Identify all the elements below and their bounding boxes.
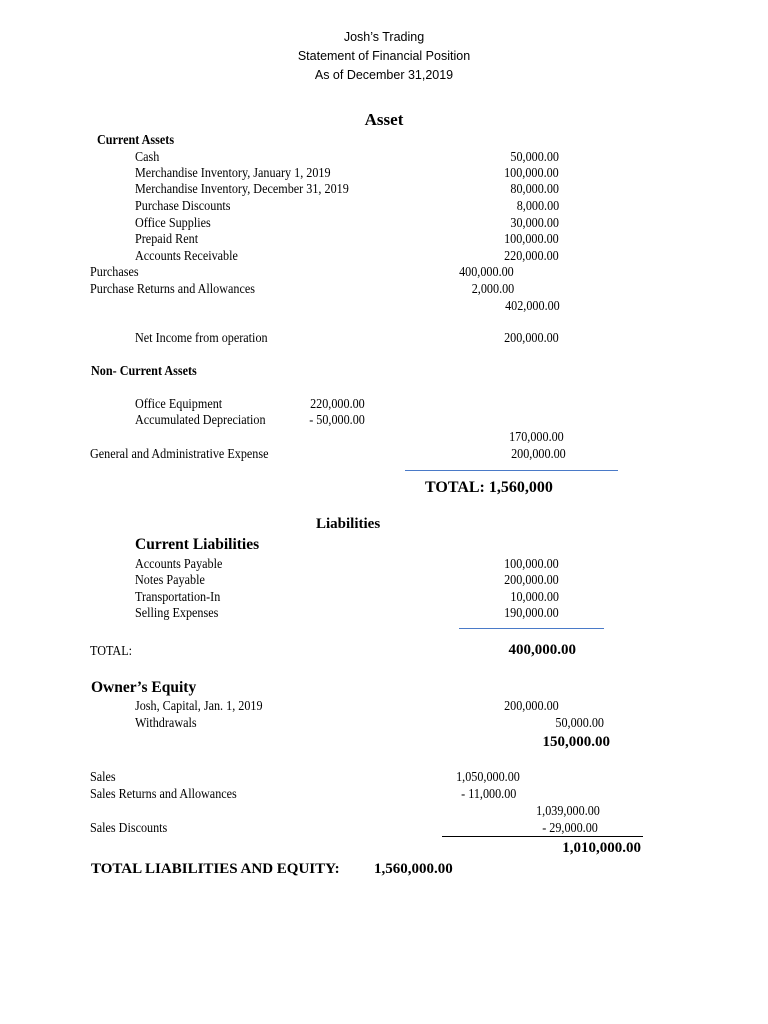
asset-amount: 8,000.00: [516, 198, 559, 213]
withdrawals-amount: 50,000.00: [555, 715, 604, 730]
gen-admin-amount: 200,000.00: [511, 446, 566, 461]
asset-amount: 50,000.00: [510, 149, 559, 164]
liability-amount: 200,000.00: [504, 572, 559, 587]
purchases-subtotal: 402,000.00: [505, 298, 560, 313]
asset-total: TOTAL: 1,560,000: [425, 479, 553, 496]
noncurrent-subtotal: 170,000.00: [509, 429, 564, 444]
asset-amount: 100,000.00: [504, 165, 559, 180]
office-equipment-amount: 220,000.00: [310, 396, 365, 411]
sales-label: Sales: [90, 769, 116, 784]
liability-label: Notes Payable: [135, 572, 205, 587]
sales-discounts-amount: - 29,000.00: [542, 820, 598, 835]
liabilities-title: Liabilities: [316, 516, 381, 532]
purchase-returns-amount: 2,000.00: [471, 281, 514, 296]
capital-label: Josh, Capital, Jan. 1, 2019: [135, 698, 263, 713]
purchase-returns-label: Purchase Returns and Allowances: [90, 281, 256, 296]
asset-label: Merchandise Inventory, January 1, 2019: [135, 165, 331, 180]
owners-equity-title: Owner’s Equity: [91, 679, 197, 696]
net-income-label: Net Income from operation: [135, 330, 268, 345]
office-equipment-label: Office Equipment: [135, 396, 223, 411]
asset-label: Cash: [135, 149, 160, 164]
grand-total-amount: 1,560,000.00: [374, 861, 453, 877]
asset-amount: 30,000.00: [510, 215, 559, 230]
asset-amount: 80,000.00: [510, 181, 559, 196]
net-income-amount: 200,000.00: [504, 330, 559, 345]
asset-label: Purchase Discounts: [135, 198, 231, 213]
liability-label: Transportation-In: [135, 589, 221, 604]
accum-depr-amount: - 50,000.00: [309, 412, 365, 427]
current-assets-heading: Current Assets: [97, 132, 175, 147]
asset-title: Asset: [364, 110, 404, 129]
liability-amount: 190,000.00: [504, 605, 559, 620]
asset-amount: 100,000.00: [504, 231, 559, 246]
liability-label: Accounts Payable: [135, 556, 223, 571]
purchases-amount: 400,000.00: [459, 264, 514, 279]
asset-label: Prepaid Rent: [135, 231, 199, 246]
sales-discounts-label: Sales Discounts: [90, 820, 168, 835]
sales-net-amount: 1,039,000.00: [536, 803, 600, 818]
liabilities-total-amount: 400,000.00: [508, 642, 576, 658]
asset-label: Office Supplies: [135, 215, 211, 230]
liability-amount: 100,000.00: [504, 556, 559, 571]
equity-subtotal: 150,000.00: [542, 734, 610, 750]
grand-total-label: TOTAL LIABILITIES AND EQUITY:: [91, 861, 340, 877]
asset-amount: 220,000.00: [504, 248, 559, 263]
accum-depr-label: Accumulated Depreciation: [135, 412, 266, 427]
capital-amount: 200,000.00: [504, 698, 559, 713]
gen-admin-label: General and Administrative Expense: [90, 446, 269, 461]
asset-label: Merchandise Inventory, December 31, 2019: [135, 181, 349, 196]
liabilities-total-label: TOTAL:: [90, 643, 133, 658]
statement-date: As of December 31,2019: [314, 68, 454, 82]
statement-title: Statement of Financial Position: [297, 49, 471, 63]
sales-amount: 1,050,000.00: [456, 769, 520, 784]
equity-final-amount: 1,010,000.00: [562, 840, 641, 856]
purchases-label: Purchases: [90, 264, 139, 279]
asset-label: Accounts Receivable: [135, 248, 238, 263]
liability-amount: 10,000.00: [510, 589, 559, 604]
sales-returns-label: Sales Returns and Allowances: [90, 786, 237, 801]
current-liabilities-heading: Current Liabilities: [135, 536, 260, 553]
liabilities-total-rule: [459, 628, 604, 629]
company-name: Josh’s Trading: [343, 30, 425, 44]
liability-label: Selling Expenses: [135, 605, 219, 620]
asset-total-rule: [405, 470, 618, 471]
noncurrent-assets-heading: Non- Current Assets: [91, 363, 197, 378]
sales-returns-amount: - 11,000.00: [460, 786, 516, 801]
withdrawals-label: Withdrawals: [135, 715, 197, 730]
sales-rule: [442, 836, 643, 837]
